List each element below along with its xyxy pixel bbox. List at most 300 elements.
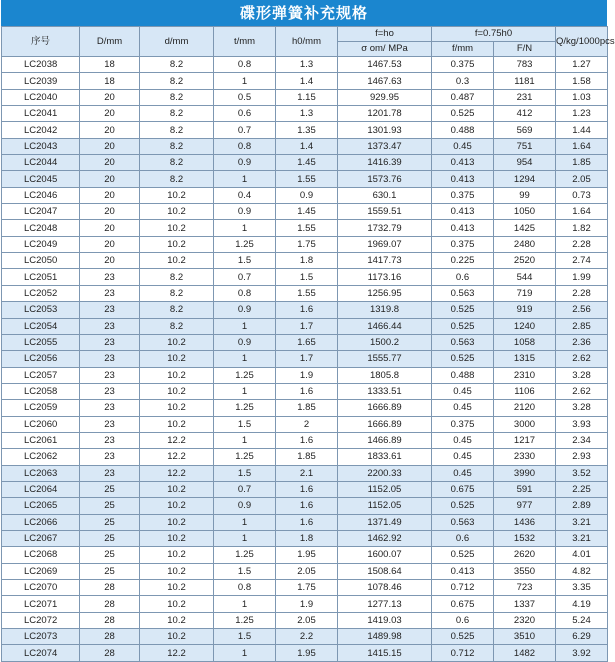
cell-deflection: 0.525 <box>432 351 494 367</box>
cell-weight: 2.93 <box>556 449 608 465</box>
cell-thickness: 1.25 <box>214 612 276 628</box>
cell-code: LC2044 <box>2 155 80 171</box>
cell-thickness: 1 <box>214 596 276 612</box>
cell-stress: 1419.03 <box>338 612 432 628</box>
cell-code: LC2064 <box>2 481 80 497</box>
cell-inner-diameter: 8.2 <box>140 122 214 138</box>
cell-outer-diameter: 25 <box>80 530 140 546</box>
cell-stress: 1415.15 <box>338 645 432 661</box>
cell-weight: 3.93 <box>556 416 608 432</box>
cell-inner-diameter: 10.2 <box>140 187 214 203</box>
cell-stress: 1152.05 <box>338 481 432 497</box>
cell-stress: 1500.2 <box>338 334 432 350</box>
cell-outer-diameter: 20 <box>80 155 140 171</box>
cell-inner-diameter: 10.2 <box>140 416 214 432</box>
cell-height: 1.6 <box>276 481 338 497</box>
cell-height: 1.15 <box>276 89 338 105</box>
cell-deflection: 0.525 <box>432 106 494 122</box>
cell-code: LC2038 <box>2 57 80 73</box>
cell-height: 1.8 <box>276 253 338 269</box>
cell-force: 1294 <box>494 171 556 187</box>
table-row <box>2 269 608 285</box>
cell-thickness: 1.25 <box>214 367 276 383</box>
cell-force: 2120 <box>494 400 556 416</box>
table-row <box>2 547 608 563</box>
cell-force: 2320 <box>494 612 556 628</box>
cell-outer-diameter: 23 <box>80 351 140 367</box>
cell-weight: 2.25 <box>556 481 608 497</box>
cell-height: 1.35 <box>276 122 338 138</box>
cell-code: LC2050 <box>2 253 80 269</box>
cell-deflection: 0.225 <box>432 253 494 269</box>
cell-code: LC2062 <box>2 449 80 465</box>
cell-thickness: 1 <box>214 383 276 399</box>
table-row <box>2 285 608 301</box>
cell-inner-diameter: 10.2 <box>140 580 214 596</box>
table-row <box>2 612 608 628</box>
cell-stress: 1666.89 <box>338 416 432 432</box>
cell-deflection: 0.45 <box>432 465 494 481</box>
cell-thickness: 0.4 <box>214 187 276 203</box>
header-outer-diameter: D/mm <box>80 27 140 57</box>
cell-inner-diameter: 8.2 <box>140 73 214 89</box>
table-row <box>2 580 608 596</box>
cell-outer-diameter: 20 <box>80 171 140 187</box>
cell-stress: 1333.51 <box>338 383 432 399</box>
cell-thickness: 1.5 <box>214 253 276 269</box>
cell-outer-diameter: 20 <box>80 253 140 269</box>
cell-deflection: 0.712 <box>432 645 494 661</box>
cell-thickness: 0.7 <box>214 122 276 138</box>
cell-inner-diameter: 10.2 <box>140 383 214 399</box>
table-row <box>2 530 608 546</box>
cell-force: 1436 <box>494 514 556 530</box>
cell-force: 1240 <box>494 318 556 334</box>
cell-deflection: 0.6 <box>432 530 494 546</box>
cell-deflection: 0.45 <box>432 432 494 448</box>
cell-outer-diameter: 20 <box>80 122 140 138</box>
cell-force: 751 <box>494 138 556 154</box>
cell-code: LC2072 <box>2 612 80 628</box>
cell-stress: 1489.98 <box>338 629 432 645</box>
cell-thickness: 0.9 <box>214 155 276 171</box>
table-row <box>2 416 608 432</box>
cell-weight: 5.24 <box>556 612 608 628</box>
cell-force: 783 <box>494 57 556 73</box>
table-row <box>2 236 608 252</box>
cell-thickness: 1 <box>214 432 276 448</box>
cell-stress: 1078.46 <box>338 580 432 596</box>
cell-force: 1181 <box>494 73 556 89</box>
cell-outer-diameter: 28 <box>80 629 140 645</box>
cell-thickness: 0.8 <box>214 285 276 301</box>
cell-inner-diameter: 8.2 <box>140 269 214 285</box>
cell-stress: 1466.44 <box>338 318 432 334</box>
cell-code: LC2054 <box>2 318 80 334</box>
cell-code: LC2046 <box>2 187 80 203</box>
table-row <box>2 481 608 497</box>
cell-deflection: 0.487 <box>432 89 494 105</box>
cell-thickness: 1 <box>214 171 276 187</box>
cell-deflection: 0.488 <box>432 367 494 383</box>
cell-code: LC2063 <box>2 465 80 481</box>
cell-weight: 1.99 <box>556 269 608 285</box>
cell-thickness: 0.9 <box>214 204 276 220</box>
cell-code: LC2045 <box>2 171 80 187</box>
cell-inner-diameter: 10.2 <box>140 400 214 416</box>
cell-weight: 3.21 <box>556 530 608 546</box>
cell-thickness: 1 <box>214 220 276 236</box>
cell-weight: 2.36 <box>556 334 608 350</box>
cell-weight: 0.73 <box>556 187 608 203</box>
cell-force: 99 <box>494 187 556 203</box>
cell-force: 2520 <box>494 253 556 269</box>
cell-code: LC2041 <box>2 106 80 122</box>
cell-inner-diameter: 10.2 <box>140 514 214 530</box>
cell-code: LC2065 <box>2 498 80 514</box>
cell-weight: 2.89 <box>556 498 608 514</box>
table-row <box>2 106 608 122</box>
cell-inner-diameter: 8.2 <box>140 285 214 301</box>
cell-outer-diameter: 23 <box>80 302 140 318</box>
cell-weight: 3.35 <box>556 580 608 596</box>
cell-weight: 1.82 <box>556 220 608 236</box>
table-row <box>2 318 608 334</box>
cell-force: 3990 <box>494 465 556 481</box>
cell-thickness: 0.7 <box>214 269 276 285</box>
cell-thickness: 0.5 <box>214 89 276 105</box>
cell-stress: 1173.16 <box>338 269 432 285</box>
cell-code: LC2071 <box>2 596 80 612</box>
cell-inner-diameter: 8.2 <box>140 57 214 73</box>
table-row <box>2 204 608 220</box>
cell-stress: 1833.61 <box>338 449 432 465</box>
cell-outer-diameter: 20 <box>80 220 140 236</box>
cell-height: 1.6 <box>276 383 338 399</box>
cell-outer-diameter: 28 <box>80 596 140 612</box>
header-code: 序号 <box>2 27 80 57</box>
cell-weight: 4.19 <box>556 596 608 612</box>
cell-thickness: 1 <box>214 73 276 89</box>
cell-weight: 2.28 <box>556 285 608 301</box>
cell-force: 1482 <box>494 645 556 661</box>
cell-height: 1.85 <box>276 449 338 465</box>
cell-deflection: 0.375 <box>432 187 494 203</box>
cell-force: 1050 <box>494 204 556 220</box>
cell-thickness: 0.9 <box>214 302 276 318</box>
cell-outer-diameter: 23 <box>80 400 140 416</box>
table-row <box>2 351 608 367</box>
table-row <box>2 155 608 171</box>
cell-outer-diameter: 28 <box>80 580 140 596</box>
cell-stress: 1732.79 <box>338 220 432 236</box>
table-row <box>2 596 608 612</box>
table-row <box>2 122 608 138</box>
cell-outer-diameter: 20 <box>80 187 140 203</box>
cell-weight: 1.03 <box>556 89 608 105</box>
cell-stress: 1371.49 <box>338 514 432 530</box>
header-inner-diameter: d/mm <box>140 27 214 57</box>
cell-height: 2.2 <box>276 629 338 645</box>
cell-deflection: 0.525 <box>432 318 494 334</box>
cell-force: 723 <box>494 580 556 596</box>
table-row <box>2 498 608 514</box>
cell-force: 2480 <box>494 236 556 252</box>
cell-weight: 2.62 <box>556 383 608 399</box>
cell-code: LC2047 <box>2 204 80 220</box>
cell-thickness: 1.25 <box>214 449 276 465</box>
cell-weight: 3.21 <box>556 514 608 530</box>
cell-force: 591 <box>494 481 556 497</box>
cell-force: 412 <box>494 106 556 122</box>
cell-height: 1.6 <box>276 498 338 514</box>
cell-inner-diameter: 8.2 <box>140 171 214 187</box>
cell-stress: 1462.92 <box>338 530 432 546</box>
cell-weight: 2.34 <box>556 432 608 448</box>
cell-thickness: 1.5 <box>214 629 276 645</box>
header-group-full-deflection: f=ho <box>338 27 432 42</box>
cell-force: 1058 <box>494 334 556 350</box>
cell-height: 1.4 <box>276 138 338 154</box>
table-row <box>2 73 608 89</box>
cell-thickness: 1 <box>214 514 276 530</box>
cell-outer-diameter: 23 <box>80 367 140 383</box>
cell-force: 3510 <box>494 629 556 645</box>
cell-inner-diameter: 8.2 <box>140 138 214 154</box>
cell-code: LC2069 <box>2 563 80 579</box>
cell-code: LC2068 <box>2 547 80 563</box>
cell-force: 1217 <box>494 432 556 448</box>
cell-stress: 1969.07 <box>338 236 432 252</box>
cell-height: 2.05 <box>276 563 338 579</box>
table-title: 碟形弹簧补充规格 <box>1 0 607 26</box>
table-row <box>2 629 608 645</box>
cell-height: 1.7 <box>276 351 338 367</box>
cell-weight: 6.29 <box>556 629 608 645</box>
cell-stress: 1467.53 <box>338 57 432 73</box>
cell-stress: 1256.95 <box>338 285 432 301</box>
cell-weight: 3.28 <box>556 367 608 383</box>
cell-inner-diameter: 8.2 <box>140 89 214 105</box>
cell-inner-diameter: 8.2 <box>140 318 214 334</box>
cell-stress: 1666.89 <box>338 400 432 416</box>
table-row <box>2 449 608 465</box>
cell-height: 1.95 <box>276 645 338 661</box>
cell-outer-diameter: 23 <box>80 432 140 448</box>
cell-outer-diameter: 23 <box>80 449 140 465</box>
cell-weight: 3.92 <box>556 645 608 661</box>
cell-code: LC2067 <box>2 530 80 546</box>
cell-weight: 1.23 <box>556 106 608 122</box>
cell-code: LC2060 <box>2 416 80 432</box>
cell-height: 0.9 <box>276 187 338 203</box>
cell-stress: 1152.05 <box>338 498 432 514</box>
cell-outer-diameter: 25 <box>80 514 140 530</box>
cell-outer-diameter: 23 <box>80 383 140 399</box>
cell-code: LC2052 <box>2 285 80 301</box>
cell-weight: 1.58 <box>556 73 608 89</box>
cell-outer-diameter: 20 <box>80 236 140 252</box>
cell-weight: 1.64 <box>556 138 608 154</box>
cell-thickness: 1.5 <box>214 563 276 579</box>
cell-deflection: 0.375 <box>432 416 494 432</box>
spec-sheet <box>1 0 615 662</box>
cell-inner-diameter: 10.2 <box>140 220 214 236</box>
cell-code: LC2056 <box>2 351 80 367</box>
table-row <box>2 383 608 399</box>
cell-force: 1315 <box>494 351 556 367</box>
cell-stress: 1301.93 <box>338 122 432 138</box>
cell-weight: 3.52 <box>556 465 608 481</box>
cell-height: 2 <box>276 416 338 432</box>
cell-code: LC2049 <box>2 236 80 252</box>
cell-weight: 1.44 <box>556 122 608 138</box>
cell-stress: 1559.51 <box>338 204 432 220</box>
cell-deflection: 0.375 <box>432 57 494 73</box>
cell-inner-diameter: 12.2 <box>140 432 214 448</box>
cell-force: 919 <box>494 302 556 318</box>
cell-force: 1337 <box>494 596 556 612</box>
cell-stress: 1466.89 <box>338 432 432 448</box>
cell-code: LC2043 <box>2 138 80 154</box>
cell-thickness: 1 <box>214 530 276 546</box>
cell-code: LC2066 <box>2 514 80 530</box>
cell-height: 1.3 <box>276 57 338 73</box>
cell-outer-diameter: 23 <box>80 465 140 481</box>
cell-thickness: 1 <box>214 318 276 334</box>
cell-weight: 1.27 <box>556 57 608 73</box>
cell-force: 2330 <box>494 449 556 465</box>
cell-deflection: 0.6 <box>432 269 494 285</box>
table-row <box>2 334 608 350</box>
cell-code: LC2040 <box>2 89 80 105</box>
cell-outer-diameter: 23 <box>80 285 140 301</box>
cell-deflection: 0.525 <box>432 629 494 645</box>
cell-stress: 2200.33 <box>338 465 432 481</box>
cell-deflection: 0.413 <box>432 204 494 220</box>
cell-code: LC2048 <box>2 220 80 236</box>
cell-force: 2620 <box>494 547 556 563</box>
cell-force: 544 <box>494 269 556 285</box>
cell-inner-diameter: 10.2 <box>140 629 214 645</box>
cell-deflection: 0.488 <box>432 122 494 138</box>
table-header <box>2 27 615 57</box>
table-row <box>2 220 608 236</box>
cell-height: 1.7 <box>276 318 338 334</box>
cell-outer-diameter: 23 <box>80 416 140 432</box>
cell-outer-diameter: 25 <box>80 481 140 497</box>
table-row <box>2 400 608 416</box>
cell-weight: 4.82 <box>556 563 608 579</box>
cell-height: 1.6 <box>276 302 338 318</box>
cell-code: LC2053 <box>2 302 80 318</box>
cell-height: 1.8 <box>276 530 338 546</box>
cell-thickness: 1.25 <box>214 547 276 563</box>
cell-weight: 2.28 <box>556 236 608 252</box>
cell-outer-diameter: 20 <box>80 106 140 122</box>
cell-inner-diameter: 10.2 <box>140 481 214 497</box>
cell-thickness: 0.8 <box>214 138 276 154</box>
cell-deflection: 0.6 <box>432 612 494 628</box>
cell-inner-diameter: 8.2 <box>140 302 214 318</box>
cell-force: 977 <box>494 498 556 514</box>
cell-deflection: 0.45 <box>432 400 494 416</box>
cell-weight: 3.28 <box>556 400 608 416</box>
cell-thickness: 1.5 <box>214 465 276 481</box>
cell-deflection: 0.45 <box>432 449 494 465</box>
cell-thickness: 0.8 <box>214 580 276 596</box>
cell-height: 1.45 <box>276 204 338 220</box>
cell-stress: 1600.07 <box>338 547 432 563</box>
cell-stress: 1201.78 <box>338 106 432 122</box>
cell-stress: 1573.76 <box>338 171 432 187</box>
cell-height: 1.75 <box>276 236 338 252</box>
header-thickness: t/mm <box>214 27 276 57</box>
cell-weight: 2.85 <box>556 318 608 334</box>
cell-thickness: 0.9 <box>214 334 276 350</box>
cell-inner-diameter: 8.2 <box>140 106 214 122</box>
cell-force: 1425 <box>494 220 556 236</box>
header-height: h0/mm <box>276 27 338 57</box>
cell-code: LC2059 <box>2 400 80 416</box>
cell-stress: 1417.73 <box>338 253 432 269</box>
cell-force: 719 <box>494 285 556 301</box>
cell-force: 231 <box>494 89 556 105</box>
table-row <box>2 89 608 105</box>
cell-force: 569 <box>494 122 556 138</box>
cell-height: 1.75 <box>276 580 338 596</box>
cell-deflection: 0.45 <box>432 383 494 399</box>
cell-outer-diameter: 23 <box>80 318 140 334</box>
cell-stress: 929.95 <box>338 89 432 105</box>
header-group-partial-deflection: f=0.75h0 <box>432 27 556 42</box>
cell-force: 3550 <box>494 563 556 579</box>
cell-inner-diameter: 10.2 <box>140 596 214 612</box>
table-row <box>2 253 608 269</box>
cell-code: LC2042 <box>2 122 80 138</box>
cell-deflection: 0.45 <box>432 138 494 154</box>
cell-outer-diameter: 23 <box>80 269 140 285</box>
cell-weight: 1.64 <box>556 204 608 220</box>
cell-deflection: 0.3 <box>432 73 494 89</box>
cell-inner-diameter: 10.2 <box>140 612 214 628</box>
table-row <box>2 367 608 383</box>
cell-height: 2.1 <box>276 465 338 481</box>
cell-outer-diameter: 18 <box>80 57 140 73</box>
cell-weight: 2.05 <box>556 171 608 187</box>
table-row <box>2 171 608 187</box>
cell-force: 1532 <box>494 530 556 546</box>
cell-thickness: 0.8 <box>214 57 276 73</box>
cell-deflection: 0.712 <box>432 580 494 596</box>
cell-stress: 1277.13 <box>338 596 432 612</box>
cell-deflection: 0.563 <box>432 334 494 350</box>
table-row <box>2 563 608 579</box>
cell-weight: 4.01 <box>556 547 608 563</box>
table-row <box>2 514 608 530</box>
table-row <box>2 187 608 203</box>
cell-stress: 1805.8 <box>338 367 432 383</box>
table-row <box>2 465 608 481</box>
cell-height: 1.55 <box>276 171 338 187</box>
cell-inner-diameter: 10.2 <box>140 367 214 383</box>
cell-height: 1.4 <box>276 73 338 89</box>
cell-height: 1.3 <box>276 106 338 122</box>
cell-height: 1.9 <box>276 367 338 383</box>
table-row <box>2 138 608 154</box>
cell-deflection: 0.563 <box>432 514 494 530</box>
cell-outer-diameter: 28 <box>80 645 140 661</box>
